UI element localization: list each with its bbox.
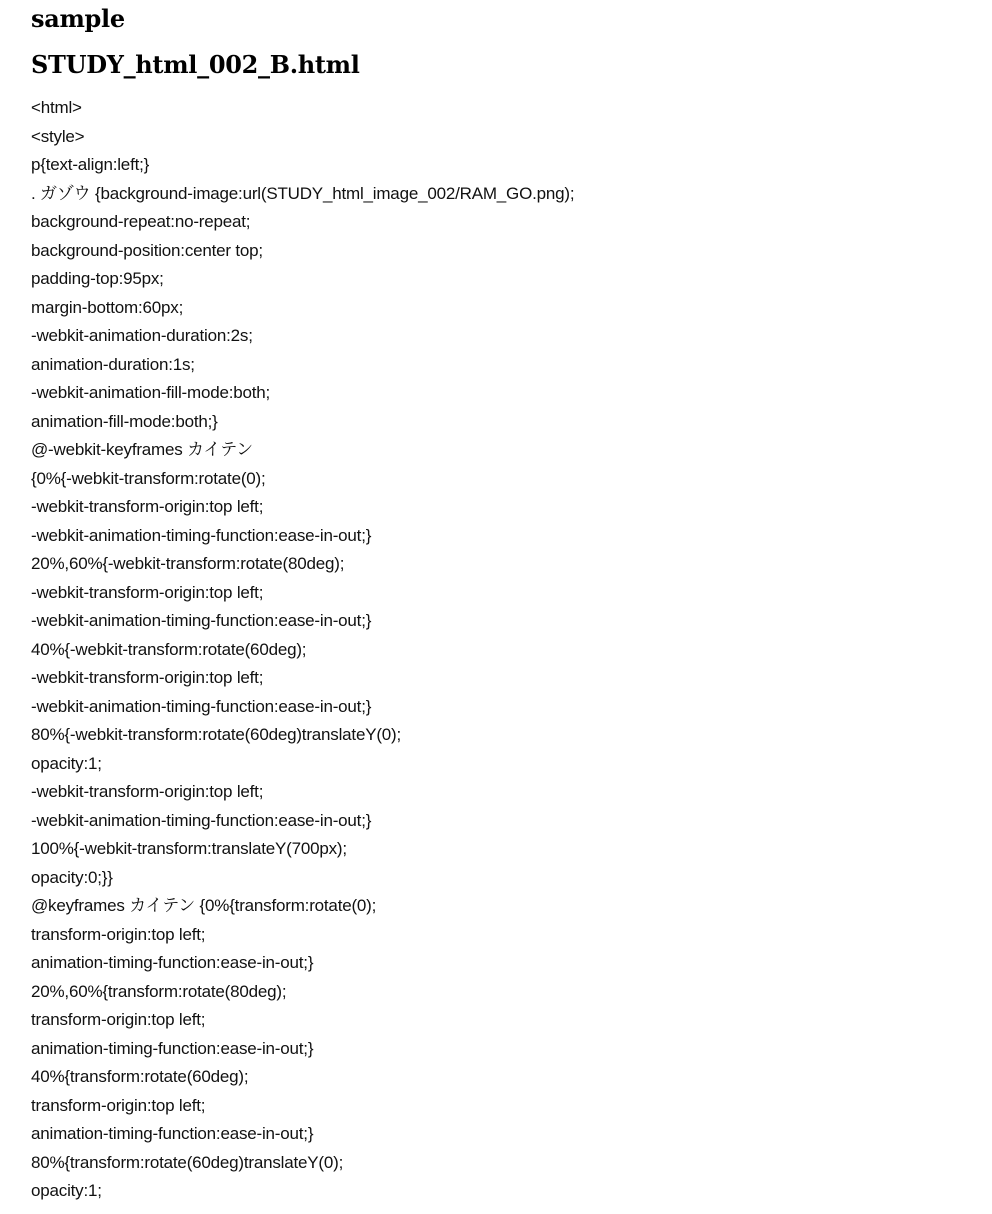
code-line: -webkit-transform-origin:top left;: [31, 497, 264, 516]
code-line: p{text-align:left;}: [31, 155, 150, 174]
code-line: 20%,60%{-webkit-transform:rotate(80deg);: [31, 554, 345, 573]
code-line: opacity:1;: [31, 1181, 102, 1200]
code-line: -webkit-animation-timing-function:ease-in-out;}: [31, 611, 372, 630]
code-line: animation-fill-mode:both;}: [31, 411, 218, 431]
page-title: sample: [31, 4, 125, 33]
code-line: animation-timing-function:ease-in-out;}: [31, 1038, 314, 1058]
code-line: 20%,60%{transform:rotate(80deg);: [31, 981, 287, 1001]
code-line: transform-origin:top left;: [31, 1010, 206, 1029]
code-line: animation-timing-function:ease-in-out;}: [31, 1124, 314, 1143]
code-line: background-repeat:no-repeat;: [31, 212, 251, 231]
code-line: transform-origin:top left;: [31, 924, 206, 944]
code-line: @-webkit-keyframes カイテン: [31, 440, 253, 459]
code-line: 40%{transform:rotate(60deg);: [31, 1067, 249, 1086]
code-line: -webkit-transform-origin:top left;: [31, 782, 264, 801]
code-line: 80%{transform:rotate(60deg)translateY(0);: [31, 1152, 344, 1172]
code-line: -webkit-animation-duration:2s;: [31, 326, 253, 345]
code-line: -webkit-animation-timing-function:ease-in-out;}: [31, 525, 372, 545]
code-line: padding-top:95px;: [31, 269, 164, 288]
code-line: margin-bottom:60px;: [31, 297, 184, 317]
code-line: opacity:1;: [31, 753, 102, 773]
code-line: background-position:center top;: [31, 240, 263, 260]
source-code-listing: [31, 94, 574, 1206]
code-line: animation-duration:1s;: [31, 354, 195, 374]
code-line: -webkit-transform-origin:top left;: [31, 582, 264, 602]
code-line: animation-timing-function:ease-in-out;}: [31, 953, 314, 972]
file-name-heading: STUDY_html_002_B.html: [31, 50, 360, 79]
code-line: 100%{-webkit-transform:translateY(700px);: [31, 839, 347, 858]
code-line: -webkit-animation-timing-function:ease-in-out;}: [31, 696, 372, 716]
code-line: -webkit-animation-timing-function:ease-in-out;}: [31, 810, 372, 830]
code-line: 80%{-webkit-transform:rotate(60deg)translateY(0);: [31, 725, 402, 744]
code-line: -webkit-animation-fill-mode:both;: [31, 383, 271, 402]
code-line: <html>: [31, 98, 82, 117]
code-line: 40%{-webkit-transform:rotate(60deg);: [31, 639, 307, 659]
code-line: transform-origin:top left;: [31, 1095, 206, 1115]
code-line: @keyframes カイテン {0%{transform:rotate(0);: [31, 896, 377, 915]
code-line: . ガゾウ {background-image:url(STUDY_html_image_002/RAM_GO.png);: [31, 183, 575, 203]
code-line: <style>: [31, 126, 85, 146]
code-line: opacity:0;}}: [31, 867, 113, 887]
code-line: -webkit-transform-origin:top left;: [31, 668, 264, 687]
code-line: {0%{-webkit-transform:rotate(0);: [31, 468, 266, 488]
